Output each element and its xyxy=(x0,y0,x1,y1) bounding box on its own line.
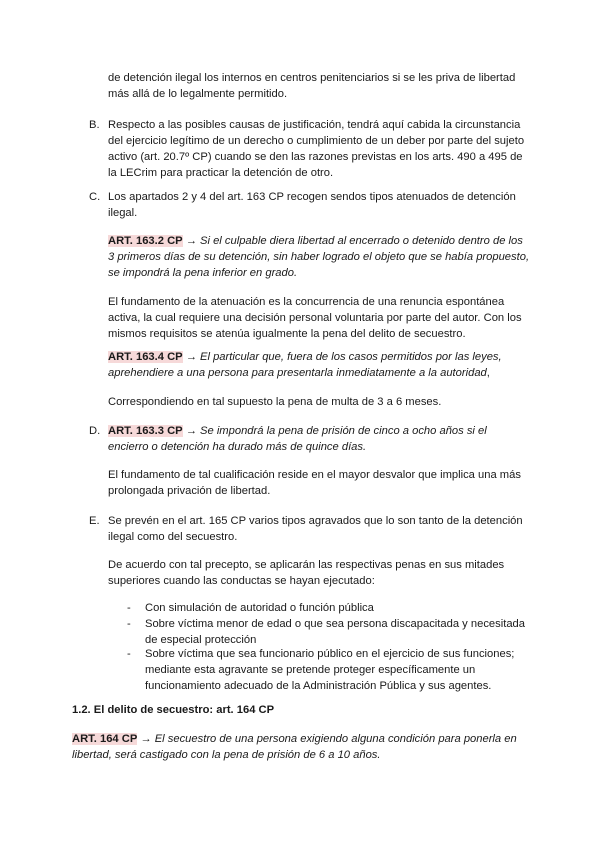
item-b-letter: B. xyxy=(89,119,100,131)
dash-icon: - xyxy=(127,618,131,630)
bullet-item: Sobre víctima menor de edad o que sea persona discapacitada y necesitada de especial protección xyxy=(145,618,525,646)
art-163-4-tail: , xyxy=(486,367,490,379)
item-e-letter: E. xyxy=(89,515,100,527)
intro-paragraph: de detención ilegal los internos en centros penitenciarios si se les priva de libertad más allá de lo legalmente permitido. xyxy=(108,72,516,100)
bullet-item: Con simulación de autoridad o función pública xyxy=(145,602,374,614)
arrow-icon: → xyxy=(185,425,197,437)
bullet-item: Sobre víctima que sea funcionario público en el ejercicio de sus funciones; mediante esta agravante se pretende proteger específicamente un funcionamiento adecuado de la Administración Pública y sus agentes. xyxy=(145,648,515,692)
art-164-label: ART. 164 CP xyxy=(72,733,138,745)
item-b-paragraph: Respecto a las posibles causas de justificación, tendrá aquí cabida la circunstancia del ejercicio legítimo de un derecho o cumplimiento de un deber por parte del sujeto activo (art. 20.7º CP) cuando se den las razones previstas en los arts. 490 a 495 de la LECrim para practicar la detención de otro. xyxy=(108,119,525,179)
art-164-text: El secuestro de una persona exigiendo alguna condición para ponerla en libertad, será castigado con la pena de prisión de 6 a 10 años. xyxy=(72,733,517,761)
section-heading: 1.2. El delito de secuestro: art. 164 CP xyxy=(72,704,275,716)
arrow-icon: → xyxy=(185,351,197,363)
dash-icon: - xyxy=(127,648,131,660)
art-163-2-label: ART. 163.2 CP xyxy=(108,235,183,247)
art-163-4-label: ART. 163.4 CP xyxy=(108,351,183,363)
item-c-paragraph: Los apartados 2 y 4 del art. 163 CP recogen sendos tipos atenuados de detención ilegal. xyxy=(108,191,516,219)
art-163-3-label: ART. 163.3 CP xyxy=(108,425,183,437)
arrow-icon: → xyxy=(185,235,197,247)
art-163-3-quote xyxy=(108,423,528,455)
art-164-quote xyxy=(72,731,530,763)
fine-paragraph: Correspondiendo en tal supuesto la pena de multa de 3 a 6 meses. xyxy=(108,396,442,408)
arrow-icon: → xyxy=(140,733,152,745)
item-e-paragraph: Se prevén en el art. 165 CP varios tipos agravados que lo son tanto de la detención ilegal como del secuestro. xyxy=(108,515,523,543)
qualification-paragraph: El fundamento de tal cualificación reside en el mayor desvalor que implica una más prolongada privación de libertad. xyxy=(108,469,521,497)
precept-paragraph: De acuerdo con tal precepto, se aplicarán las respectivas penas en sus mitades superiores cuando las conductas se hayan ejecutado: xyxy=(108,559,505,587)
item-d-letter: D. xyxy=(89,425,101,437)
dash-icon: - xyxy=(127,602,131,614)
attenuation-paragraph: El fundamento de la atenuación es la concurrencia de una renuncia espontánea activa, la cual requiere una decisión personal voluntaria por parte del autor. Con los mismos requisitos se atenúa igualmente la pena del delito de secuestro. xyxy=(108,296,522,340)
item-c-letter: C. xyxy=(89,191,101,203)
art-163-4-quote xyxy=(108,349,528,381)
art-163-2-quote xyxy=(108,233,532,281)
art-163-3-text: Se impondrá la pena de prisión de cinco a ocho años si el encierro o detención ha durado más de quince días. xyxy=(108,425,487,453)
art-163-2-text: Si el culpable diera libertad al encerrado o detenido dentro de los 3 primeros días de su detención, sin haber logrado el objeto que se había propuesto, se impondrá la pena inferior en grado. xyxy=(108,235,530,279)
art-163-4-text: El particular que, fuera de los casos permitidos por las leyes, aprehendiere a una persona para presentarla inmediatamente a la autoridad xyxy=(108,351,502,379)
